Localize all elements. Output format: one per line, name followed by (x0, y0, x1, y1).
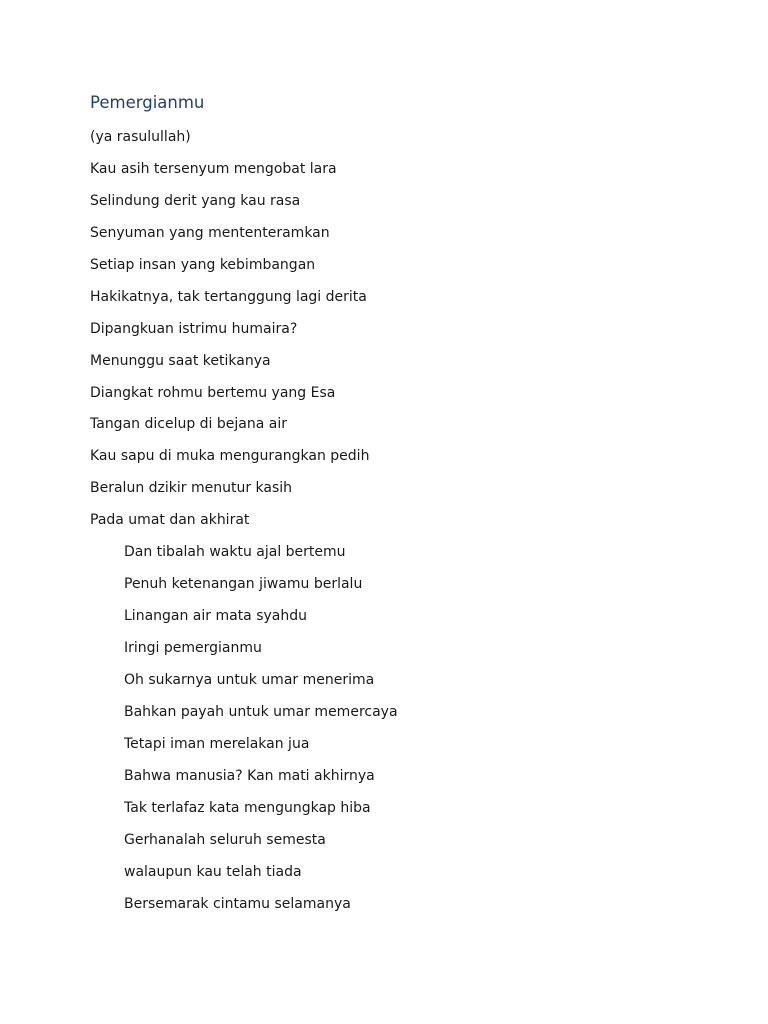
poem-line-indented: Bahwa manusia? Kan mati akhirnya (124, 767, 375, 784)
poem-line-indented: Penuh ketenangan jiwamu berlalu (124, 576, 363, 593)
poem-line: Menunggu saat ketikanya (90, 352, 271, 369)
poem-line: Kau sapu di muka mengurangkan pedih (90, 448, 370, 465)
document-title: Pemergianmu (90, 93, 205, 112)
poem-line-indented: walaupun kau telah tiada (124, 863, 302, 880)
poem-line: Senyuman yang mententeramkan (90, 224, 330, 241)
poem-body (90, 127, 398, 925)
poem-line-indented: Gerhanalah seluruh semesta (124, 831, 326, 848)
poem-line-indented: Bahkan payah untuk umar memercaya (124, 703, 398, 720)
poem-line: Kau asih tersenyum mengobat lara (90, 160, 337, 177)
poem-line: Dipangkuan istrimu humaira? (90, 320, 298, 337)
poem-line: Tangan dicelup di bejana air (90, 416, 287, 433)
poem-line: (ya rasulullah) (90, 129, 191, 145)
poem-line-indented: Tak terlafaz kata mengungkap hiba (124, 799, 371, 816)
poem-line: Setiap insan yang kebimbangan (90, 256, 316, 273)
poem-line-indented: Tetapi iman merelakan jua (124, 735, 310, 752)
poem-line: Selindung derit yang kau rasa (90, 192, 301, 209)
poem-line: Hakikatnya, tak tertanggung lagi derita (90, 288, 367, 305)
poem-line-indented: Iringi pemergianmu (124, 640, 262, 656)
poem-line-indented: Dan tibalah waktu ajal bertemu (124, 544, 346, 561)
poem-line-indented: Linangan air mata syahdu (124, 608, 308, 625)
poem-line: Beralun dzikir menutur kasih (90, 480, 293, 497)
poem-line-indented: Oh sukarnya untuk umar menerima (124, 671, 375, 688)
poem-line-indented: Bersemarak cintamu selamanya (124, 895, 351, 912)
poem-line: Diangkat rohmu bertemu yang Esa (90, 384, 336, 401)
poem-line: Pada umat dan akhirat (90, 512, 250, 529)
